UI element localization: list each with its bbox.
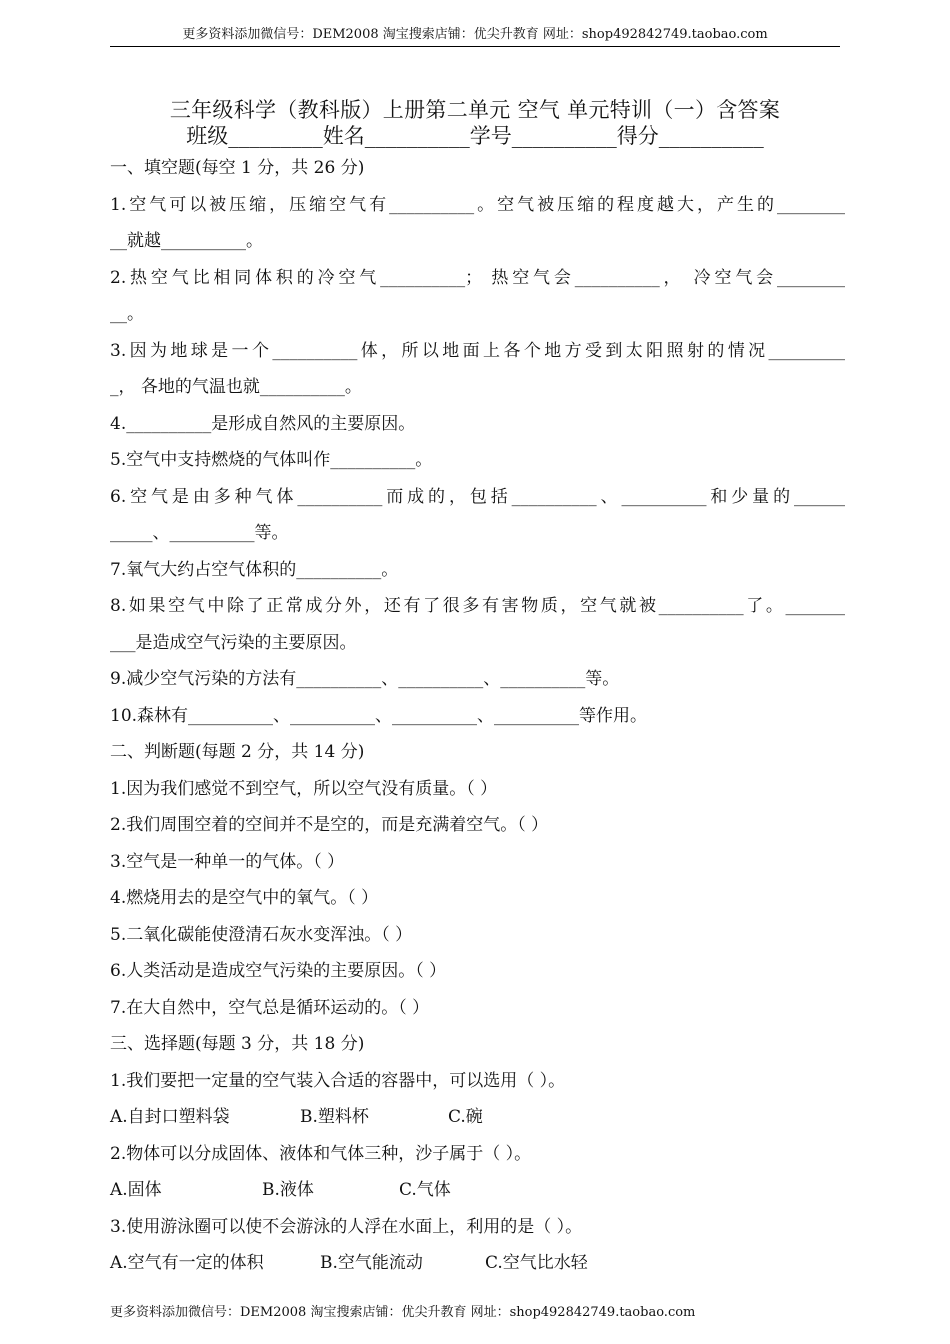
choice-option: C.空气比水轻: [485, 1253, 588, 1273]
choice-option: B.空气能流动: [320, 1253, 423, 1273]
judge-item: 3.空气是一种单一的气体。（ ）: [110, 851, 345, 872]
judge-item: 7.在大自然中，空气总是循环运动的。（ ）: [110, 997, 430, 1018]
fill-line: _， 各地的气温也就__________。: [110, 377, 362, 397]
choice-options: [110, 1245, 845, 1282]
fill-line: 2.热空气比相同体积的冷空气__________； 热空气会__________， 冷空气会________: [110, 267, 845, 288]
choice-options: [110, 1172, 845, 1209]
fill-line: __就越__________。: [110, 231, 263, 251]
fill-line: 8.如果空气中除了正常成分外，还有了很多有害物质，空气就被__________了。_______: [110, 596, 845, 616]
student-info-line: 班级_________姓名__________学号__________得分__________: [186, 124, 764, 148]
choice-question: 3.使用游泳圈可以使不会游泳的人浮在水面上，利用的是（ ）。: [110, 1216, 583, 1237]
fill-line: 1.空气可以被压缩，压缩空气有__________。空气被压缩的程度越大，产生的________: [110, 194, 845, 215]
section-heading-fill: 一、填空题(每空 1 分，共 26 分): [110, 158, 365, 178]
section-heading-judge: 二、判断题(每题 2 分，共 14 分): [110, 742, 365, 762]
fill-line: 3.因为地球是一个__________体，所以地面上各个地方受到太阳照射的情况_________: [110, 340, 845, 361]
choice-question: 2.物体可以分成固体、液体和气体三种，沙子属于（ ）。: [110, 1143, 532, 1164]
document-title: 三年级科学（教科版）上册第二单元 空气 单元特训（一）含答案: [169, 98, 781, 122]
judge-item: 6.人类活动是造成空气污染的主要原因。（ ）: [110, 961, 447, 981]
choice-option: B.液体: [262, 1180, 314, 1200]
section-heading-choice: 三、选择题(每题 3 分，共 18 分): [110, 1034, 365, 1054]
choice-question: 1.我们要把一定量的空气装入合适的容器中，可以选用（ ）。: [110, 1070, 566, 1091]
fill-line: 10.森林有__________、__________、__________、__________等作用。: [110, 705, 648, 726]
fill-line: 9.减少空气污染的方法有__________、__________、__________等。: [110, 669, 620, 689]
fill-line: ___是造成空气污染的主要原因。: [110, 632, 357, 653]
choice-options: [110, 1099, 845, 1136]
judge-item: 5.二氧化碳能使澄清石灰水变浑浊。（ ）: [110, 924, 413, 945]
choice-option: A.空气有一定的体积: [110, 1253, 264, 1273]
choice-option: A.固体: [110, 1180, 162, 1200]
page-footer: 更多资料添加微信号：DEM2008 淘宝搜索店铺：优尖升教育 网址：shop492842749.taobao.com: [110, 1305, 696, 1320]
choice-option: B.塑料杯: [300, 1107, 369, 1127]
judge-item: 2.我们周围空着的空间并不是空的，而是充满着空气。（ ）: [110, 815, 549, 835]
fill-line: 7.氧气大约占空气体积的__________。: [110, 559, 399, 580]
fill-line: 5.空气中支持燃烧的气体叫作__________。: [110, 450, 433, 470]
choice-option: C.气体: [399, 1180, 451, 1200]
judge-item: 4.燃烧用去的是空气中的氧气。（ ）: [110, 888, 379, 908]
fill-line: __。: [110, 304, 144, 324]
page-header: 更多资料添加微信号：DEM2008 淘宝搜索店铺：优尖升教育 网址：shop492842749.taobao.com: [110, 26, 840, 47]
choice-option: A.自封口塑料袋: [110, 1107, 230, 1127]
document-body: [110, 150, 845, 1282]
fill-line: 4.__________是形成自然风的主要原因。: [110, 413, 416, 434]
fill-line: 6.空气是由多种气体__________而成的，包括__________、__________和少量的______: [110, 486, 845, 507]
judge-item: 1.因为我们感觉不到空气，所以空气没有质量。（ ）: [110, 778, 498, 799]
fill-line: _____、__________等。: [110, 523, 289, 543]
choice-option: C.碗: [448, 1107, 483, 1127]
